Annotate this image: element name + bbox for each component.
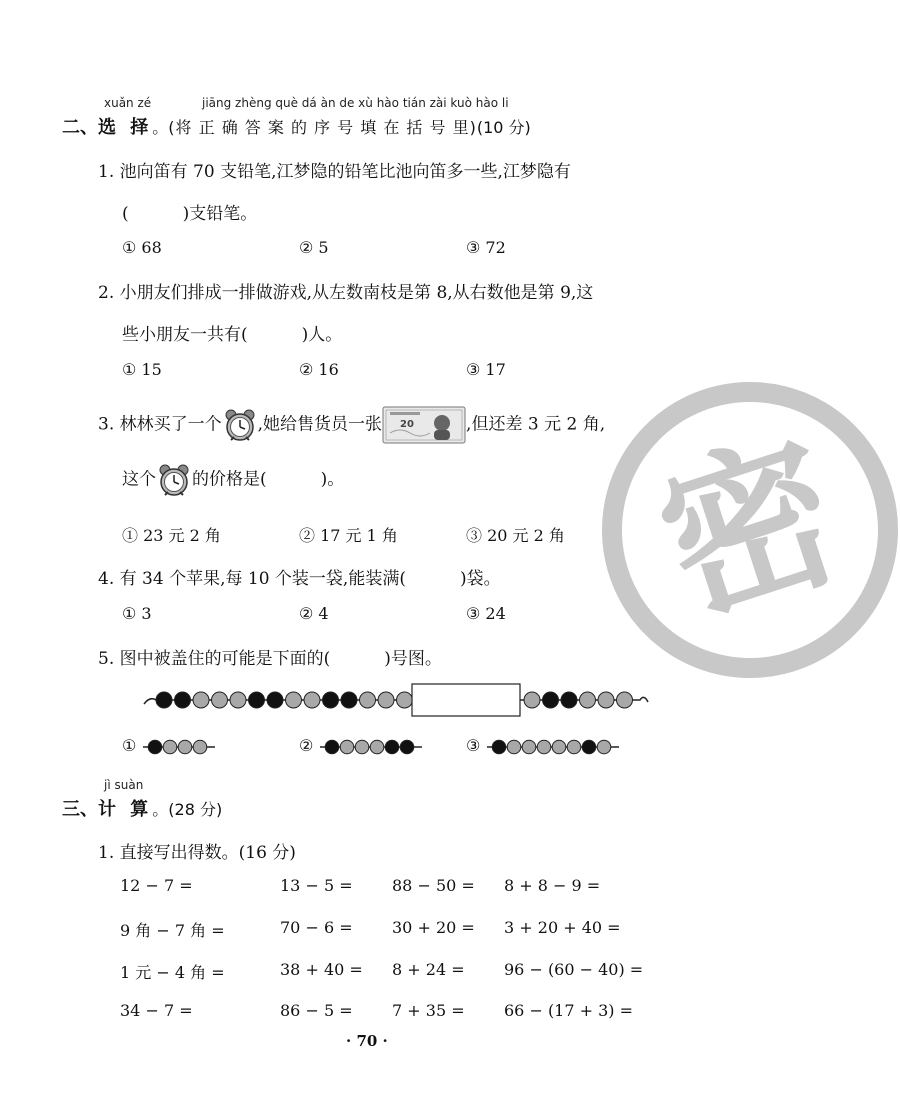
q3-option-1[interactable]: ① 23 元 2 角 — [122, 526, 221, 545]
bead — [568, 740, 582, 754]
q5-text-b: )号图。 — [384, 649, 442, 669]
bead — [323, 692, 339, 708]
bead — [304, 692, 320, 708]
calc-item: 1 元 − 4 角 = — [120, 963, 225, 982]
calc-item: 70 − 6 = — [280, 918, 353, 937]
q4-line — [98, 564, 501, 589]
bead — [378, 692, 394, 708]
calc-item: 96 − (60 − 40) = — [504, 960, 644, 979]
banknote-icon — [382, 405, 466, 445]
q2-line2-text-a: 些小朋友一共有( — [122, 325, 248, 345]
q2-number: 2. — [98, 283, 115, 303]
bead — [175, 692, 191, 708]
q3-option-3[interactable]: ③ 20 元 2 角 — [466, 526, 565, 545]
section-3-number: 三、 — [62, 799, 98, 820]
section-2-heading — [62, 113, 531, 139]
section-2-score: (10 分) — [476, 118, 531, 137]
q5-option-1-label: ① — [122, 736, 137, 755]
q5-option-2-beads — [318, 737, 424, 757]
bead — [598, 740, 612, 754]
section-3-sub1: 1. 直接写出得数。(16 分) — [98, 843, 296, 863]
page-number: · 70 · — [346, 1032, 388, 1050]
q2-text: 小朋友们排成一排做游戏,从左数南枝是第 8,从右数他是第 9,这 — [119, 283, 594, 303]
section-3-heading — [62, 795, 222, 821]
q5-option-3[interactable] — [466, 736, 621, 757]
bead — [397, 692, 413, 708]
calc-item: 66 − (17 + 3) = — [504, 1001, 634, 1020]
calc-item: 13 − 5 = — [280, 876, 353, 895]
section-2-title: 选 择 — [98, 117, 153, 138]
bead — [249, 692, 265, 708]
bead — [149, 740, 163, 754]
bead — [543, 692, 559, 708]
q5-option-2[interactable] — [299, 736, 424, 757]
q2-line2-text-b: )人。 — [301, 325, 343, 345]
bead — [580, 692, 596, 708]
q5-option-3-beads — [485, 737, 621, 757]
bead — [617, 692, 633, 708]
q3-line2-text-c: )。 — [320, 469, 345, 490]
bead — [326, 740, 340, 754]
section-2-instruction: (将 正 确 答 案 的 序 号 填 在 括 号 里) — [168, 118, 477, 137]
q5-option-1[interactable] — [122, 736, 217, 757]
bead — [356, 740, 370, 754]
q5-text-a: 图中被盖住的可能是下面的( — [119, 649, 331, 669]
q3-number: 3. — [98, 414, 115, 435]
bead — [360, 692, 376, 708]
section-3-dot: 。 — [152, 800, 169, 819]
q3-text-c: ,但还差 3 元 2 角, — [466, 414, 606, 435]
bead — [553, 740, 567, 754]
pinyin-xuanze: xuǎn zé — [104, 96, 152, 110]
bead — [193, 692, 209, 708]
q1-line1 — [98, 157, 571, 182]
q1-option-3[interactable]: ③ 72 — [466, 238, 506, 257]
cover-box — [412, 684, 520, 716]
pinyin-instruction: jiāng zhèng què dá àn de xù hào tián zài kuò hào li — [202, 96, 509, 110]
bead — [538, 740, 552, 754]
q1-option-2[interactable]: ② 5 — [299, 238, 329, 257]
bead — [212, 692, 228, 708]
bead — [230, 692, 246, 708]
confidential-stamp — [600, 380, 900, 680]
q2-option-1[interactable]: ① 15 — [122, 360, 162, 379]
bead — [524, 692, 540, 708]
calc-item: 7 + 35 = — [392, 1001, 465, 1020]
q4-text-a: 有 34 个苹果,每 10 个装一袋,能装满( — [119, 569, 406, 589]
q5-line — [98, 644, 442, 669]
q1-paren-open: ( — [122, 204, 129, 224]
bead — [341, 740, 355, 754]
calc-item: 38 + 40 = — [280, 960, 363, 979]
bead — [401, 740, 415, 754]
bead — [179, 740, 193, 754]
q3-text-b: ,她给售货员一张 — [257, 414, 383, 435]
bead — [508, 740, 522, 754]
calc-item: 3 + 20 + 40 = — [504, 918, 621, 937]
bead — [583, 740, 597, 754]
calc-item: 86 − 5 = — [280, 1001, 353, 1020]
calc-item: 8 + 24 = — [392, 960, 465, 979]
q3-option-2[interactable]: ② 17 元 1 角 — [299, 526, 398, 545]
q3-line2-text-b: 的价格是( — [192, 469, 267, 490]
section-2-number: 二、 — [62, 117, 98, 138]
stamp-glyph: 密 — [638, 409, 862, 651]
q2-line1 — [98, 278, 593, 303]
q2-option-3[interactable]: ③ 17 — [466, 360, 506, 379]
calc-item: 34 − 7 = — [120, 1001, 193, 1020]
bead — [267, 692, 283, 708]
bead — [341, 692, 357, 708]
q5-option-1-beads — [141, 737, 217, 757]
alarm-clock-icon — [156, 462, 192, 498]
q5-option-3-label: ③ — [466, 736, 481, 755]
q1-line2 — [122, 199, 257, 224]
q2-option-2[interactable]: ② 16 — [299, 360, 339, 379]
bead — [156, 692, 172, 708]
q4-option-3[interactable]: ③ 24 — [466, 604, 506, 623]
bead — [286, 692, 302, 708]
q5-option-2-label: ② — [299, 736, 314, 755]
bead-string-figure — [140, 682, 650, 718]
calc-item: 8 + 8 − 9 = — [504, 876, 601, 895]
bead — [523, 740, 537, 754]
bead — [194, 740, 208, 754]
calc-item: 12 − 7 = — [120, 876, 193, 895]
calc-item: 9 角 − 7 角 = — [120, 921, 225, 940]
calc-item: 88 − 50 = — [392, 876, 475, 895]
banknote-value: 20 — [400, 419, 414, 430]
calc-item: 30 + 20 = — [392, 918, 475, 937]
alarm-clock-icon — [222, 407, 258, 443]
section-3-title: 计 算 — [98, 799, 153, 820]
q3-text-a: 林林买了一个 — [119, 414, 222, 435]
bead — [561, 692, 577, 708]
q4-number: 4. — [98, 569, 115, 589]
q3-line2 — [122, 462, 344, 498]
bead — [598, 692, 614, 708]
q4-option-2[interactable]: ② 4 — [299, 604, 329, 623]
pinyin-jisuan: jì suàn — [104, 778, 144, 792]
bead — [164, 740, 178, 754]
q1-number: 1. — [98, 162, 115, 182]
bead — [386, 740, 400, 754]
q3-line2-text-a: 这个 — [122, 469, 156, 490]
q4-option-1[interactable]: ① 3 — [122, 604, 152, 623]
q3-line1 — [98, 405, 605, 445]
q4-text-b: )袋。 — [459, 569, 501, 589]
section-3-score: (28 分) — [168, 800, 223, 819]
q2-line2 — [122, 320, 342, 345]
q5-number: 5. — [98, 649, 115, 669]
q1-text: 池向笛有 70 支铅笔,江梦隐的铅笔比池向笛多一些,江梦隐有 — [119, 162, 571, 182]
section-2-dot: 。 — [152, 118, 169, 137]
q1-option-1[interactable]: ① 68 — [122, 238, 162, 257]
bead — [371, 740, 385, 754]
bead — [493, 740, 507, 754]
q1-line2-text: )支铅笔。 — [182, 204, 258, 224]
